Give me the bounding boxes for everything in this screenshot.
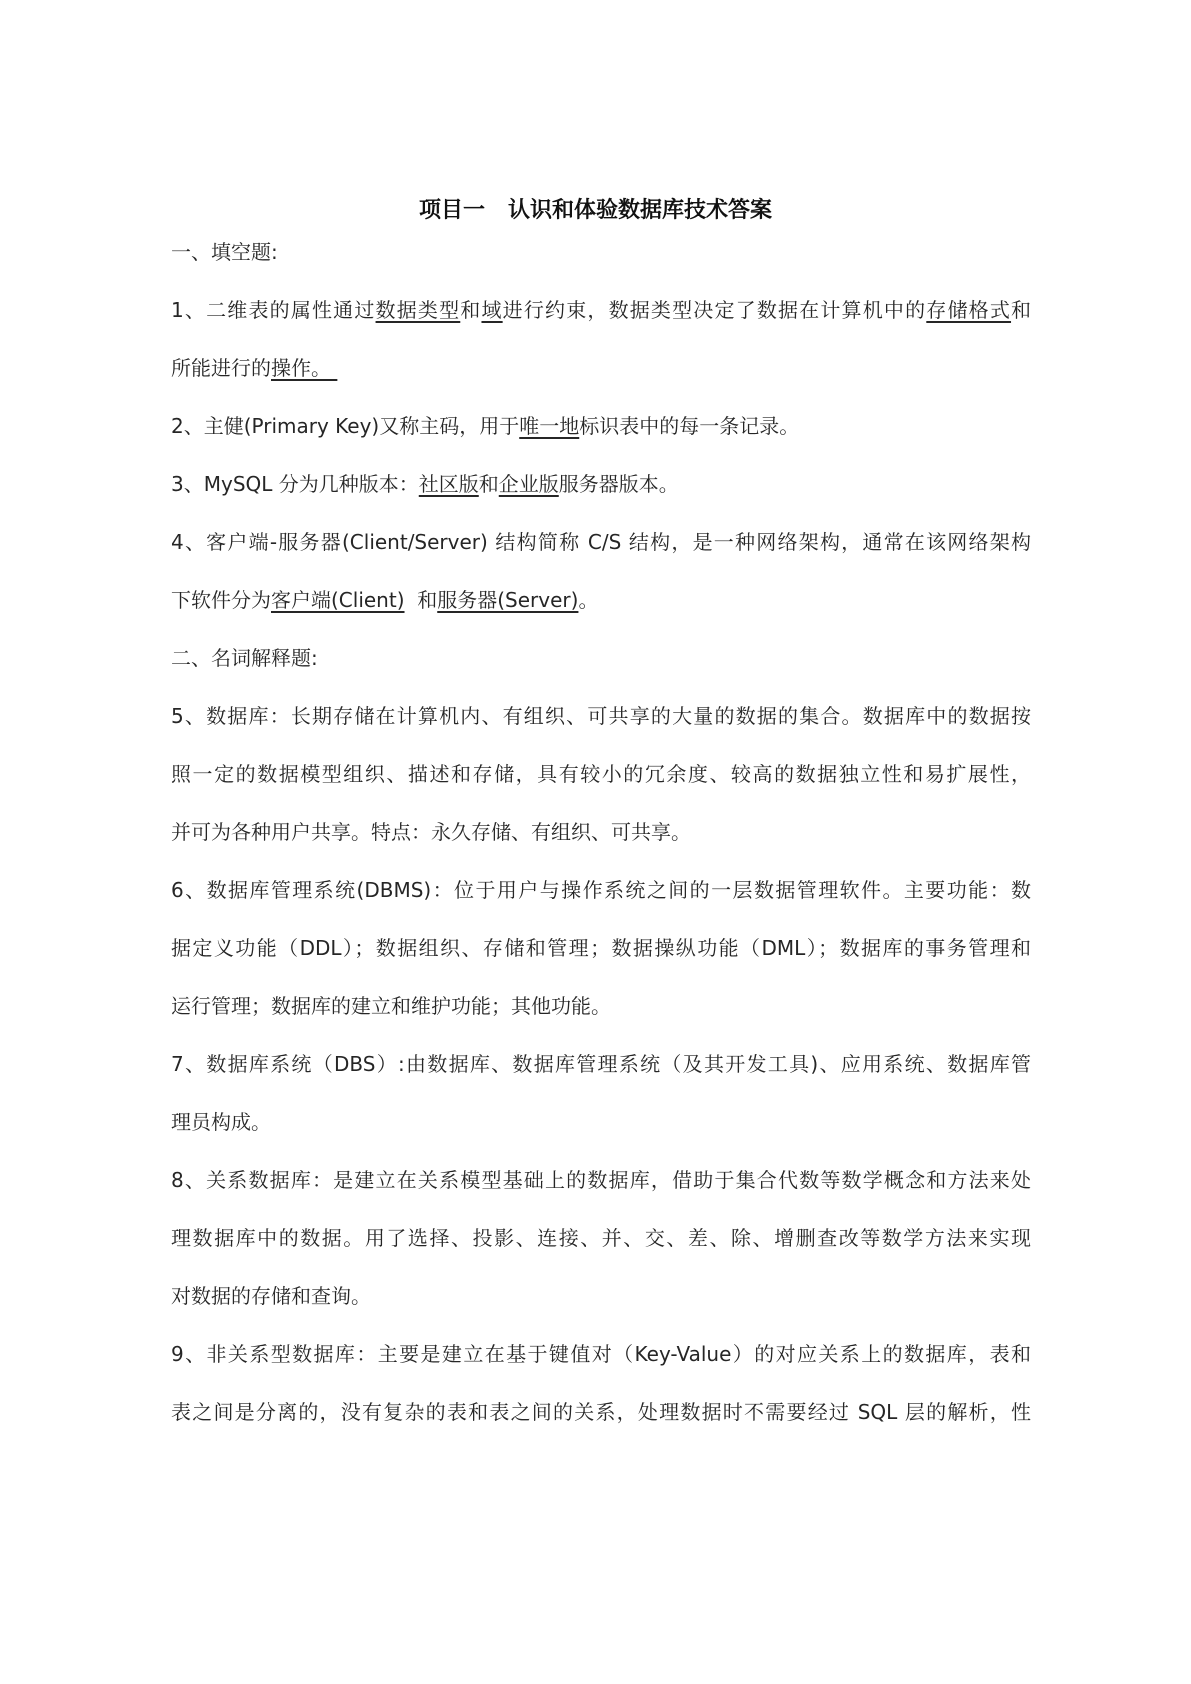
answer-blank: 服务器(Server) — [437, 588, 579, 612]
question-4-line-1: 4、客户端-服务器(Client/Server) 结构简称 C/S 结构，是一种网络架构，通常在该网络架构 — [171, 530, 1031, 554]
question-3: 3、MySQL 分为几种版本：社区版和企业版服务器版本。 — [171, 472, 679, 496]
answer-blank: 数据类型 — [375, 298, 461, 322]
document-title: 项目一 认识和体验数据库技术答案 — [419, 198, 772, 223]
question-1-line-1: 1、二维表的属性通过数据类型和域进行约束，数据类型决定了数据在计算机中的存储格式和 — [171, 298, 1032, 322]
question-5-line-3: 并可为各种用户共享。特点：永久存储、有组织、可共享。 — [171, 820, 691, 844]
question-6-line-3: 运行管理；数据库的建立和维护功能；其他功能。 — [171, 994, 611, 1018]
question-4-line-2: 下软件分为客户端(Client) 和服务器(Server)。 — [171, 588, 599, 612]
answer-blank: 域 — [481, 298, 503, 322]
question-8-line-2: 理数据库中的数据。用了选择、投影、连接、并、交、差、除、增删查改等数学方法来实现 — [171, 1226, 1031, 1250]
answer-blank: 社区版 — [418, 472, 479, 496]
question-6-line-2: 据定义功能（DDL）；数据组织、存储和管理；数据操纵功能（DML）；数据库的事务管理和 — [171, 936, 1031, 960]
question-8-line-1: 8、关系数据库：是建立在关系模型基础上的数据库，借助于集合代数等数学概念和方法来处 — [171, 1168, 1031, 1192]
question-6-line-1: 6、数据库管理系统(DBMS)：位于用户与操作系统之间的一层数据管理软件。主要功能：数 — [171, 878, 1031, 902]
answer-blank: 操作。 — [271, 356, 338, 380]
section-heading-definitions: 二、名词解释题: — [171, 646, 318, 670]
question-8-line-3: 对数据的存储和查询。 — [171, 1284, 371, 1308]
question-2: 2、主健(Primary Key)又称主码，用于唯一地标识表中的每一条记录。 — [171, 414, 800, 438]
answer-blank: 客户端(Client) — [271, 588, 405, 612]
answer-blank: 唯一地 — [519, 414, 580, 438]
question-5-line-1: 5、数据库：长期存储在计算机内、有组织、可共享的大量的数据的集合。数据库中的数据按 — [171, 704, 1031, 728]
question-7-line-1: 7、数据库系统（DBS）:由数据库、数据库管理系统（及其开发工具)、应用系统、数据库管 — [171, 1052, 1031, 1076]
question-9-line-1: 9、非关系型数据库：主要是建立在基于键值对（Key-Value）的对应关系上的数据库，表和 — [171, 1342, 1031, 1366]
question-1-line-2: 所能进行的操作。 — [171, 356, 338, 380]
question-5-line-2: 照一定的数据模型组织、描述和存储，具有较小的冗余度、较高的数据独立性和易扩展性， — [171, 762, 1031, 786]
question-9-line-2: 表之间是分离的，没有复杂的表和表之间的关系，处理数据时不需要经过 SQL 层的解析，性 — [171, 1400, 1031, 1424]
section-heading-fill-in: 一、填空题: — [171, 240, 278, 264]
question-7-line-2: 理员构成。 — [171, 1110, 271, 1134]
answer-blank: 存储格式 — [926, 298, 1012, 322]
answer-blank: 企业版 — [498, 472, 559, 496]
